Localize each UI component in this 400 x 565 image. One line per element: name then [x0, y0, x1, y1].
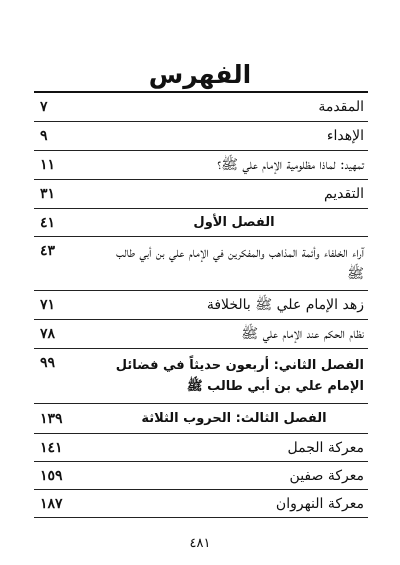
toc-row [34, 291, 368, 320]
toc-entry-title: معركة الجمل [287, 439, 364, 456]
toc-entry-title: التقديم [323, 186, 364, 202]
toc-entry-page: ٩ [40, 128, 48, 144]
toc-entry-title: الإهداء [326, 128, 364, 144]
toc-row [34, 237, 368, 291]
toc-entry-page: ٩٩ [40, 355, 56, 371]
toc-entry-title: المقدمة [318, 99, 364, 115]
toc-row [34, 180, 368, 209]
page-title: الفهرس [148, 60, 252, 89]
toc-chapter-row [34, 404, 368, 434]
toc-entry-title: معركة النهروان [275, 495, 364, 512]
toc-entry-page: ١٣٩ [40, 410, 63, 427]
table-of-contents [34, 91, 368, 518]
toc-row [34, 462, 368, 490]
toc-row [34, 320, 368, 349]
toc-entry-title: الفصل الثاني: أربعون حديثاً في فضائل الإمام علي بن أبي طالب ﷺ [115, 358, 364, 394]
toc-chapter-row [34, 209, 368, 237]
toc-row [34, 151, 368, 180]
toc-entry-page: ١٨٧ [40, 495, 63, 512]
toc-entry-page: ١٤١ [40, 439, 63, 456]
toc-row [34, 122, 368, 151]
toc-entry-title: نظام الحكم عند الإمام علي ﷺ [241, 326, 364, 342]
toc-entry-title: الفصل الثالث: الحروب الثلاثة [141, 410, 327, 426]
toc-entry-page: ١١ [40, 157, 56, 173]
toc-entry-page: ٧٨ [40, 326, 56, 342]
toc-row [34, 434, 368, 462]
toc-entry-page: ٧١ [40, 297, 56, 313]
toc-entry-page: ٤٣ [40, 243, 56, 259]
page-number: ٤٨١ [189, 536, 211, 551]
toc-entry-title: الفصل الأول [193, 214, 275, 230]
toc-chapter-row [34, 349, 368, 404]
toc-entry-page: ٧ [40, 99, 48, 115]
toc-entry-title: معركة صفين [289, 467, 364, 484]
toc-entry-title: تمهيد: لماذا مظلومية الإمام علي ﷺ؟ [217, 157, 364, 173]
toc-entry-page: ٤١ [40, 214, 56, 231]
toc-row [34, 490, 368, 518]
toc-entry-page: ٣١ [40, 186, 56, 202]
toc-entry-page: ١٥٩ [40, 467, 63, 484]
toc-row [34, 93, 368, 122]
toc-entry-title: زهد الإمام علي ﷺ بالخلافة [206, 297, 364, 313]
toc-entry-title: آراء الخلفاء وأئمة المذاهب والمفكرين في الإمام علي بن أبي طالب ﷺ [116, 244, 364, 282]
